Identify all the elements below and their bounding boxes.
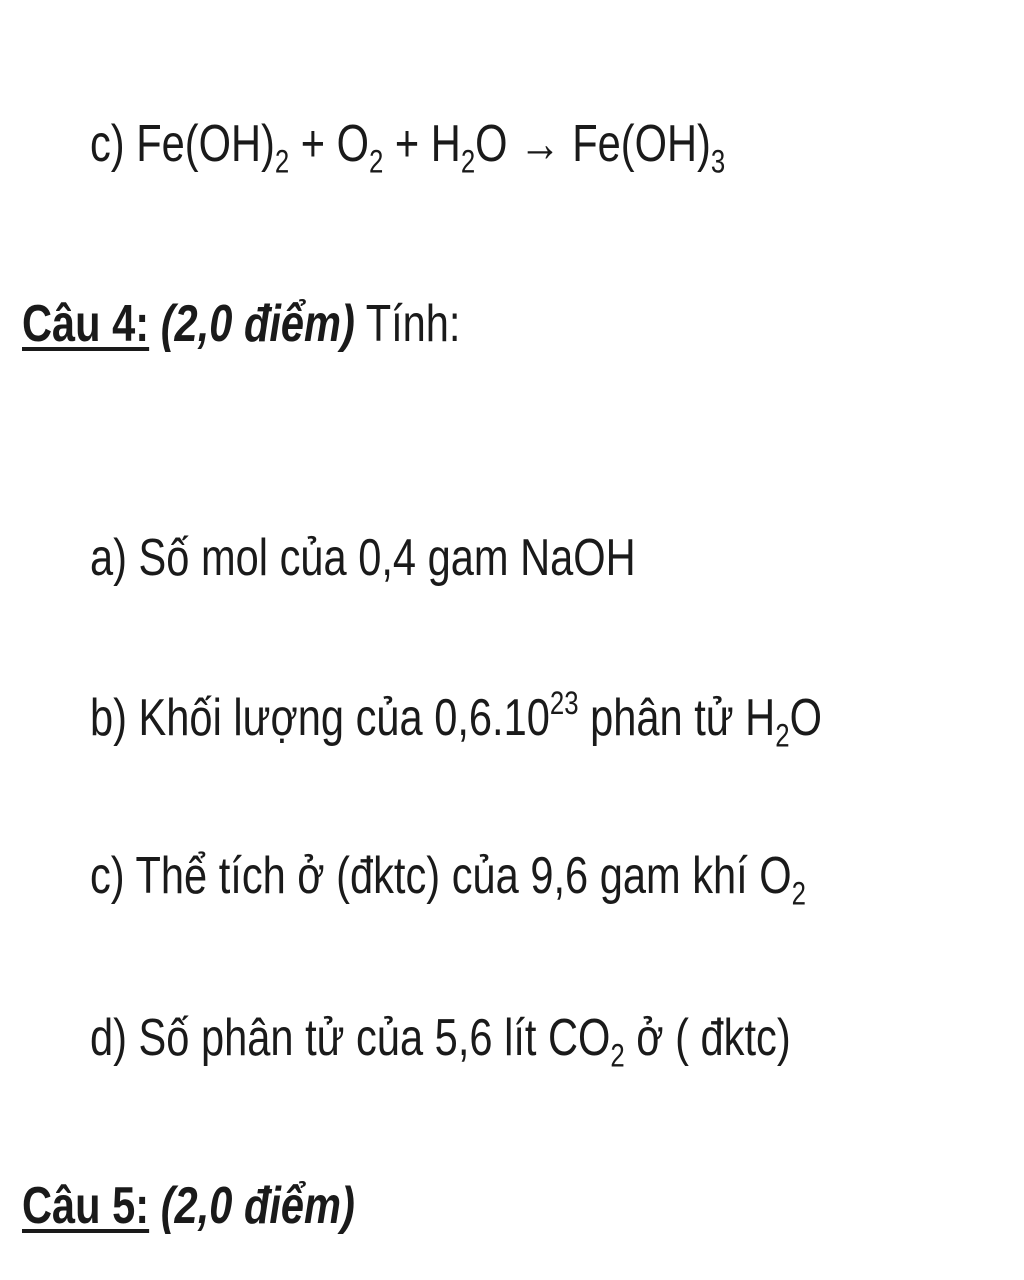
question-4-item-c [90,847,806,912]
question-4-item-d [90,1009,791,1074]
equation-c-product-feoh3: Fe(OH) [572,115,711,173]
subscript: 2 [791,875,806,912]
item-b-text: b) Khối lượng của 0,6.10 [90,689,550,747]
equation-c-prefix: c) [90,115,137,173]
subscript: 2 [369,143,384,180]
equation-c-reactant-feoh2: Fe(OH) [136,115,275,173]
superscript: 23 [549,685,579,722]
equation-c-plus-o2: + O [289,115,369,173]
item-d-text: d) Số phân tử của 5,6 lít CO [90,1009,611,1067]
question-4-item-b [90,685,822,754]
question-5-points: (2,0 điểm) [160,1177,355,1235]
equation-c-arrow: O → [475,115,573,173]
subscript: 2 [274,143,290,180]
question-4-instruction: Tính: [354,295,461,353]
item-a-text: a) Số mol của 0,4 gam NaOH [90,529,636,587]
question-4-heading [22,295,461,353]
item-b-rest: phân tử H [578,689,776,747]
equation-c-plus-h2o: + H [383,115,461,173]
subscript: 2 [775,717,790,754]
item-c-text: c) Thể tích ở (đktc) của 9,6 gam khí O [90,847,792,905]
question-5-heading [22,1177,355,1235]
item-b-tail: O [789,689,822,747]
subscript: 2 [610,1037,625,1074]
subscript: 3 [710,143,726,180]
question-4-label: Câu 4: [22,295,150,353]
question-5-label: Câu 5: [22,1177,150,1235]
question-4-points: (2,0 điểm) [160,295,355,353]
question-4-item-a [90,529,636,587]
subscript: 2 [460,143,476,180]
equation-c [90,115,726,180]
item-d-tail: ở ( đktc) [624,1009,791,1067]
